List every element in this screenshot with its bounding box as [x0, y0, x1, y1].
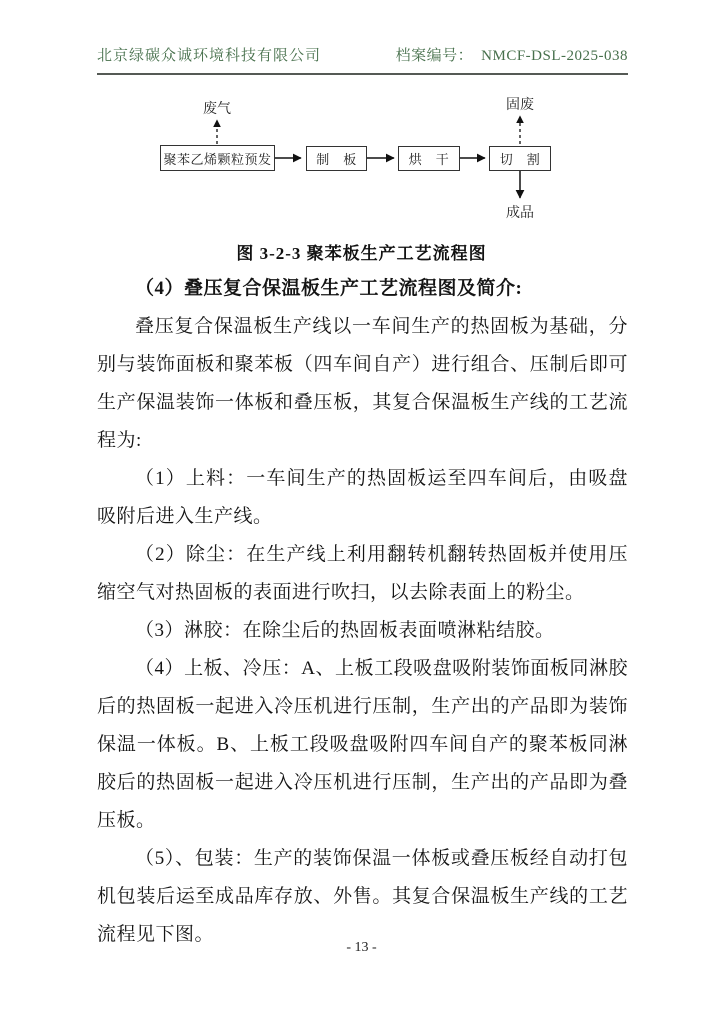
- process-flow-diagram: [120, 88, 580, 228]
- body-paragraph-step2: （2）除尘：在生产线上利用翻转机翻转热固板并使用压缩空气对热固板的表面进行吹扫，以去除表面上的粉尘。: [97, 544, 628, 603]
- finished-product-label: 成品: [506, 206, 534, 221]
- solid-waste-label: 固废: [506, 98, 534, 113]
- archive-label: 档案编号：: [395, 48, 474, 64]
- process-box-drying: 烘 干: [398, 146, 460, 171]
- body-paragraph-intro: 叠压复合保温板生产线以一车间生产的热固板为基础，分别与装饰面板和聚苯板（四车间自产）进行组合、压制后即可生产保温装饰一体板和叠压板，其复合保温板生产线的工艺流程为:: [97, 316, 628, 451]
- archive-value: NMCF-DSL-2025-038: [481, 48, 628, 64]
- process-box-board-forming: 制 板: [306, 146, 367, 171]
- section-heading: （4）叠压复合保温板生产工艺流程图及简介:: [135, 278, 523, 299]
- page-number: - 13 -: [346, 940, 377, 955]
- body-paragraph-step3: （3）淋胶：在除尘后的热固板表面喷淋粘结胶。: [135, 620, 555, 641]
- body-paragraph-step4: （4）上板、冷压：A、上板工段吸盘吸附装饰面板同淋胶后的热固板一起进入冷压机进行压制，生产出的产品即为装饰保温一体板。B、上板工段吸盘吸附四车间自产的聚苯板同淋胶后的热固板一起进入冷压机进行压制，生产出的产品即为叠压板。: [97, 658, 628, 831]
- archive-number: [396, 44, 628, 65]
- waste-gas-label: 废气: [203, 102, 231, 117]
- company-name: 北京绿碳众诚环境科技有限公司: [97, 48, 322, 64]
- process-box-cutting: 切 割: [489, 146, 551, 171]
- page-header: [97, 44, 628, 75]
- process-box-prefoaming: 聚苯乙烯颗粒预发: [160, 145, 275, 171]
- body-paragraph-step1: （1）上料：一车间生产的热固板运至四车间后，由吸盘吸附后进入生产线。: [97, 468, 628, 527]
- body-paragraph-step5: （5）、包装：生产的装饰保温一体板或叠压板经自动打包机包装后运至成品库存放、外售。其复合保温板生产线的工艺流程见下图。: [97, 848, 628, 945]
- figure-caption: 图 3-2-3 聚苯板生产工艺流程图: [236, 244, 487, 263]
- document-body: [97, 270, 628, 954]
